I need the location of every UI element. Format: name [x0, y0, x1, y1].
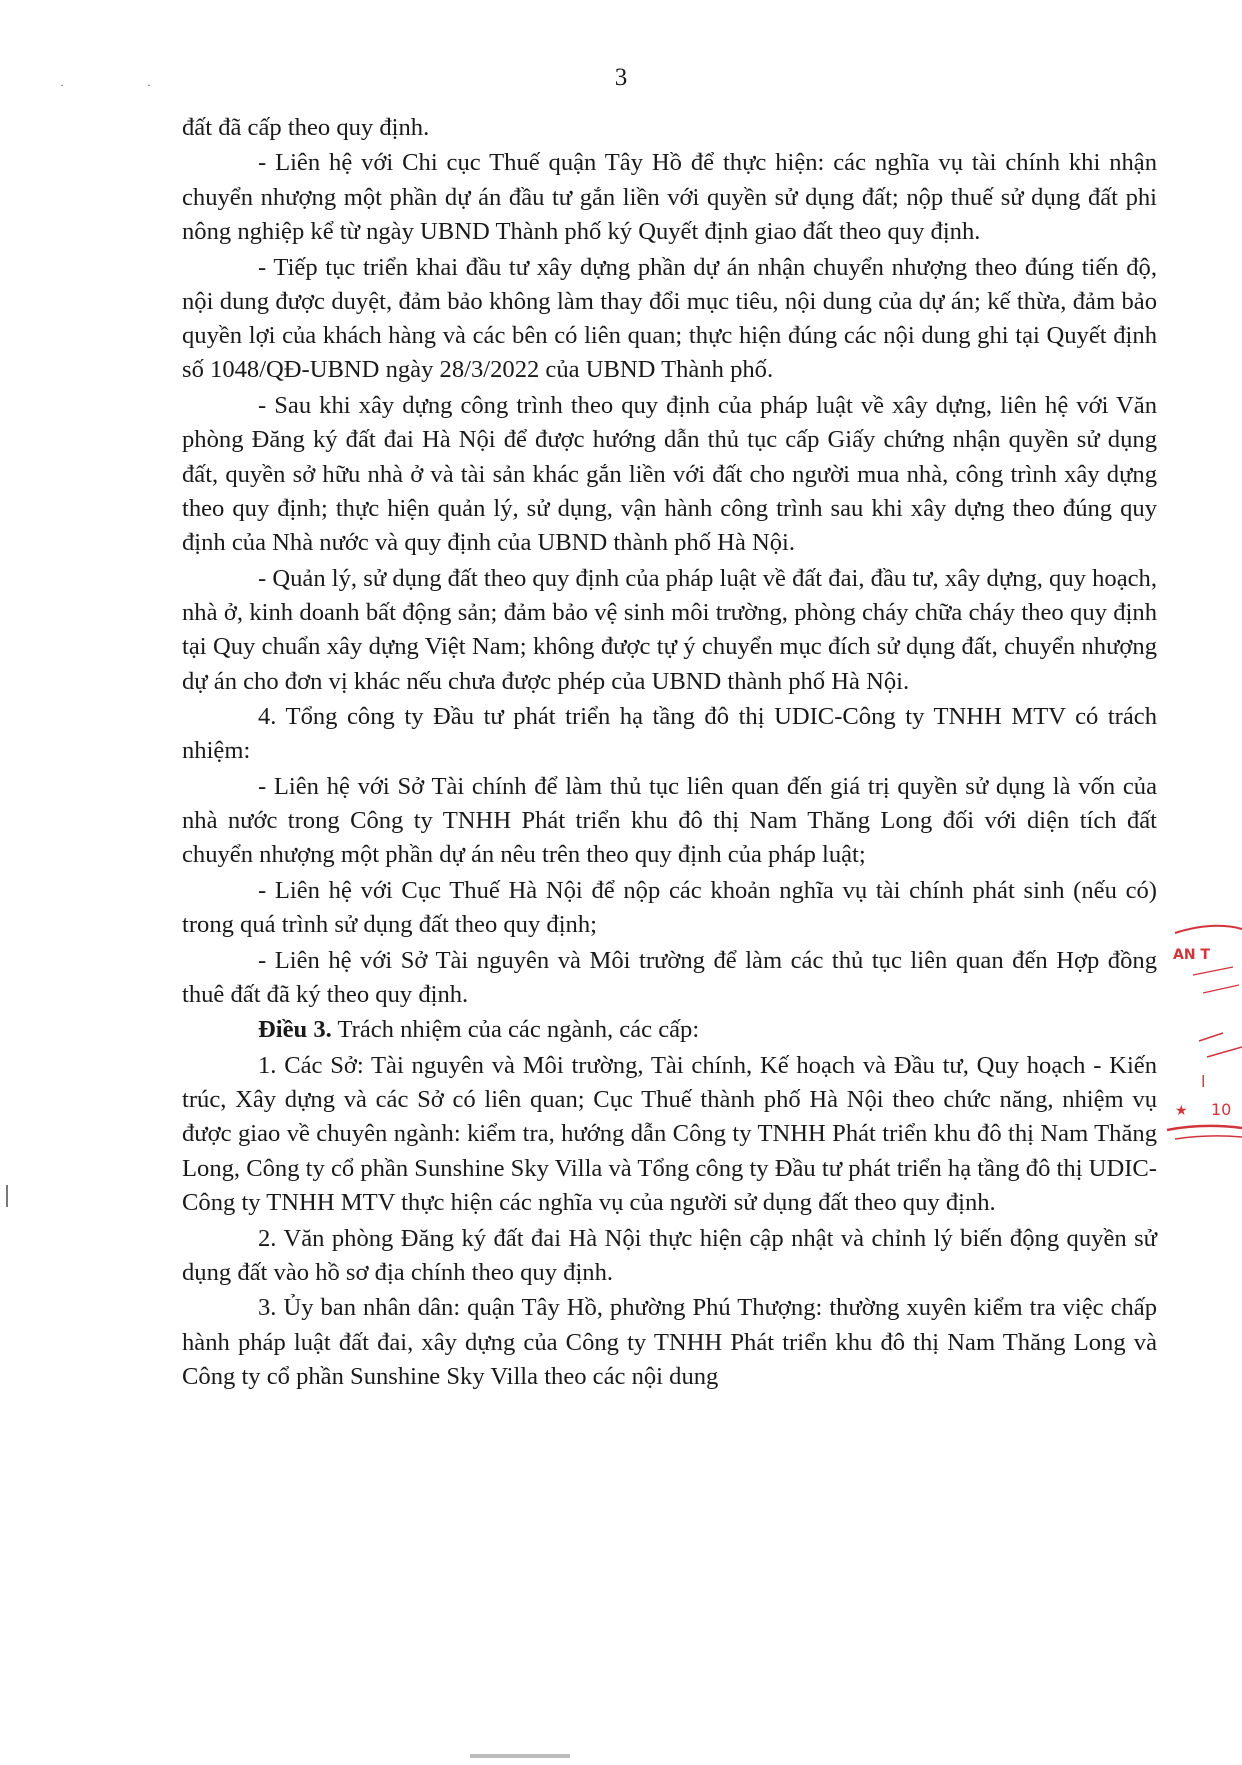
- svg-text:10: 10: [1211, 1100, 1232, 1119]
- paragraph-environment-dept: - Liên hệ với Sở Tài nguyên và Môi trường để làm các thủ tục liên quan đến Hợp đồng thuê đất đã ký theo quy định.: [182, 946, 1157, 1008]
- paragraph-tax-dept: - Liên hệ với Cục Thuế Hà Nội để nộp các khoản nghĩa vụ tài chính phát sinh (nếu có) trong quá trình sử dụng đất theo quy định;: [182, 876, 1157, 939]
- red-seal-stamp: [1163, 915, 1242, 1145]
- document-body: [182, 111, 1157, 1395]
- article-3-heading: [182, 1013, 1157, 1047]
- margin-mark: [6, 1185, 8, 1207]
- paragraph-land-registry: 2. Văn phòng Đăng ký đất đai Hà Nội thực hiện cập nhật và chỉnh lý biến động quyền sử dụng đất vào hồ sơ địa chính theo quy định.: [182, 1224, 1157, 1286]
- paragraph-udic-responsibility: 4. Tổng công ty Đầu tư phát triển hạ tầng đô thị UDIC-Công ty TNHH MTV có trách nhiệm:: [182, 702, 1157, 765]
- paragraph-continue-investment: - Tiếp tục triển khai đầu tư xây dựng phần dự án nhận chuyển nhượng theo đúng tiến độ, nội dung được duyệt, đảm bảo không làm thay đổi mục tiêu, nội dung của dự án; kế thừa, đảm bảo quyền lợi của khách hàng và các bên có liên quan; thực hiện đúng các nội dung ghi tại Quyết định số 1048/QĐ-UBND ngày 28/3/2022 của UBND Thành phố.: [182, 253, 1157, 384]
- scan-specks: · ·: [60, 78, 191, 92]
- paragraph-finance-dept: - Liên hệ với Sở Tài chính để làm thủ tục liên quan đến giá trị quyền sử dụng là vốn của nhà nước trong Công ty TNHH Phát triển khu đô thị Nam Thăng Long đối với diện tích đất chuyển nhượng một phần dự án nêu trên theo quy định của pháp luật;: [182, 772, 1157, 869]
- article-3-label: Điều 3.: [258, 1016, 332, 1044]
- svg-text:l: l: [1201, 1072, 1206, 1091]
- paragraph-peoples-committee: 3. Ủy ban nhân dân: quận Tây Hồ, phường Phú Thượng: thường xuyên kiểm tra việc chấp hành pháp luật đất đai, xây dựng của Công ty TNHH Phát triển khu đô thị Nam Thăng Long và Công ty cổ phần Sunshine Sky Villa theo các nội dung: [182, 1294, 1157, 1390]
- article-3-title: Trách nhiệm của các ngành, các cấp:: [331, 1016, 700, 1044]
- paragraph-land-management: - Quản lý, sử dụng đất theo quy định của pháp luật về đất đai, đầu tư, xây dựng, quy hoạch, nhà ở, kinh doanh bất động sản; đảm bảo vệ sinh môi trường, phòng cháy chữa cháy theo quy định tại Quy chuẩn xây dựng Việt Nam; không được tự ý chuyển mục đích sử dụng đất, chuyển nhượng dự án cho đơn vị khác nếu chưa được phép của UBND thành phố Hà Nội.: [182, 564, 1157, 695]
- svg-text:★: ★: [1175, 1103, 1188, 1119]
- paragraph-departments: 1. Các Sở: Tài nguyên và Môi trường, Tài chính, Kế hoạch và Đầu tư, Quy hoạch - Kiến trúc, Xây dựng và các Sở có liên quan; Cục Thuế thành phố Hà Nội theo chức năng, nhiệm vụ được giao về chuyên ngành: kiểm tra, hướng dẫn Công ty TNHH Phát triển khu đô thị Nam Thăng Long, Công ty cổ phần Sunshine Sky Villa và Tổng công ty Đầu tư phát triển hạ tầng đô thị UDIC-Công ty TNHH MTV thực hiện các nghĩa vụ của người sử dụng đất theo quy định.: [182, 1051, 1157, 1217]
- footer-scan-mark: [470, 1754, 570, 1758]
- paragraph-tax-obligation: - Liên hệ với Chi cục Thuế quận Tây Hồ để thực hiện: các nghĩa vụ tài chính khi nhận chuyển nhượng một phần dự án đầu tư gắn liền với quyền sử dụng đất; nộp thuế sử dụng đất phi nông nghiệp kể từ ngày UBND Thành phố ký Quyết định giao đất theo quy định.: [182, 149, 1157, 246]
- page-number: 3: [614, 64, 628, 91]
- paragraph-continuation: đất đã cấp theo quy định.: [182, 114, 430, 141]
- svg-text:AN T: AN T: [1173, 947, 1210, 963]
- paragraph-after-construction: - Sau khi xây dựng công trình theo quy định của pháp luật về xây dựng, liên hệ với Văn phòng Đăng ký đất đai Hà Nội để được hướng dẫn thủ tục cấp Giấy chứng nhận quyền sử dụng đất, quyền sở hữu nhà ở và tài sản khác gắn liền với đất cho người mua nhà, công trình xây dựng theo quy định; thực hiện quản lý, sử dụng, vận hành công trình sau khi xây dựng theo đúng quy định của Nhà nước và quy định của UBND thành phố Hà Nội.: [182, 391, 1157, 557]
